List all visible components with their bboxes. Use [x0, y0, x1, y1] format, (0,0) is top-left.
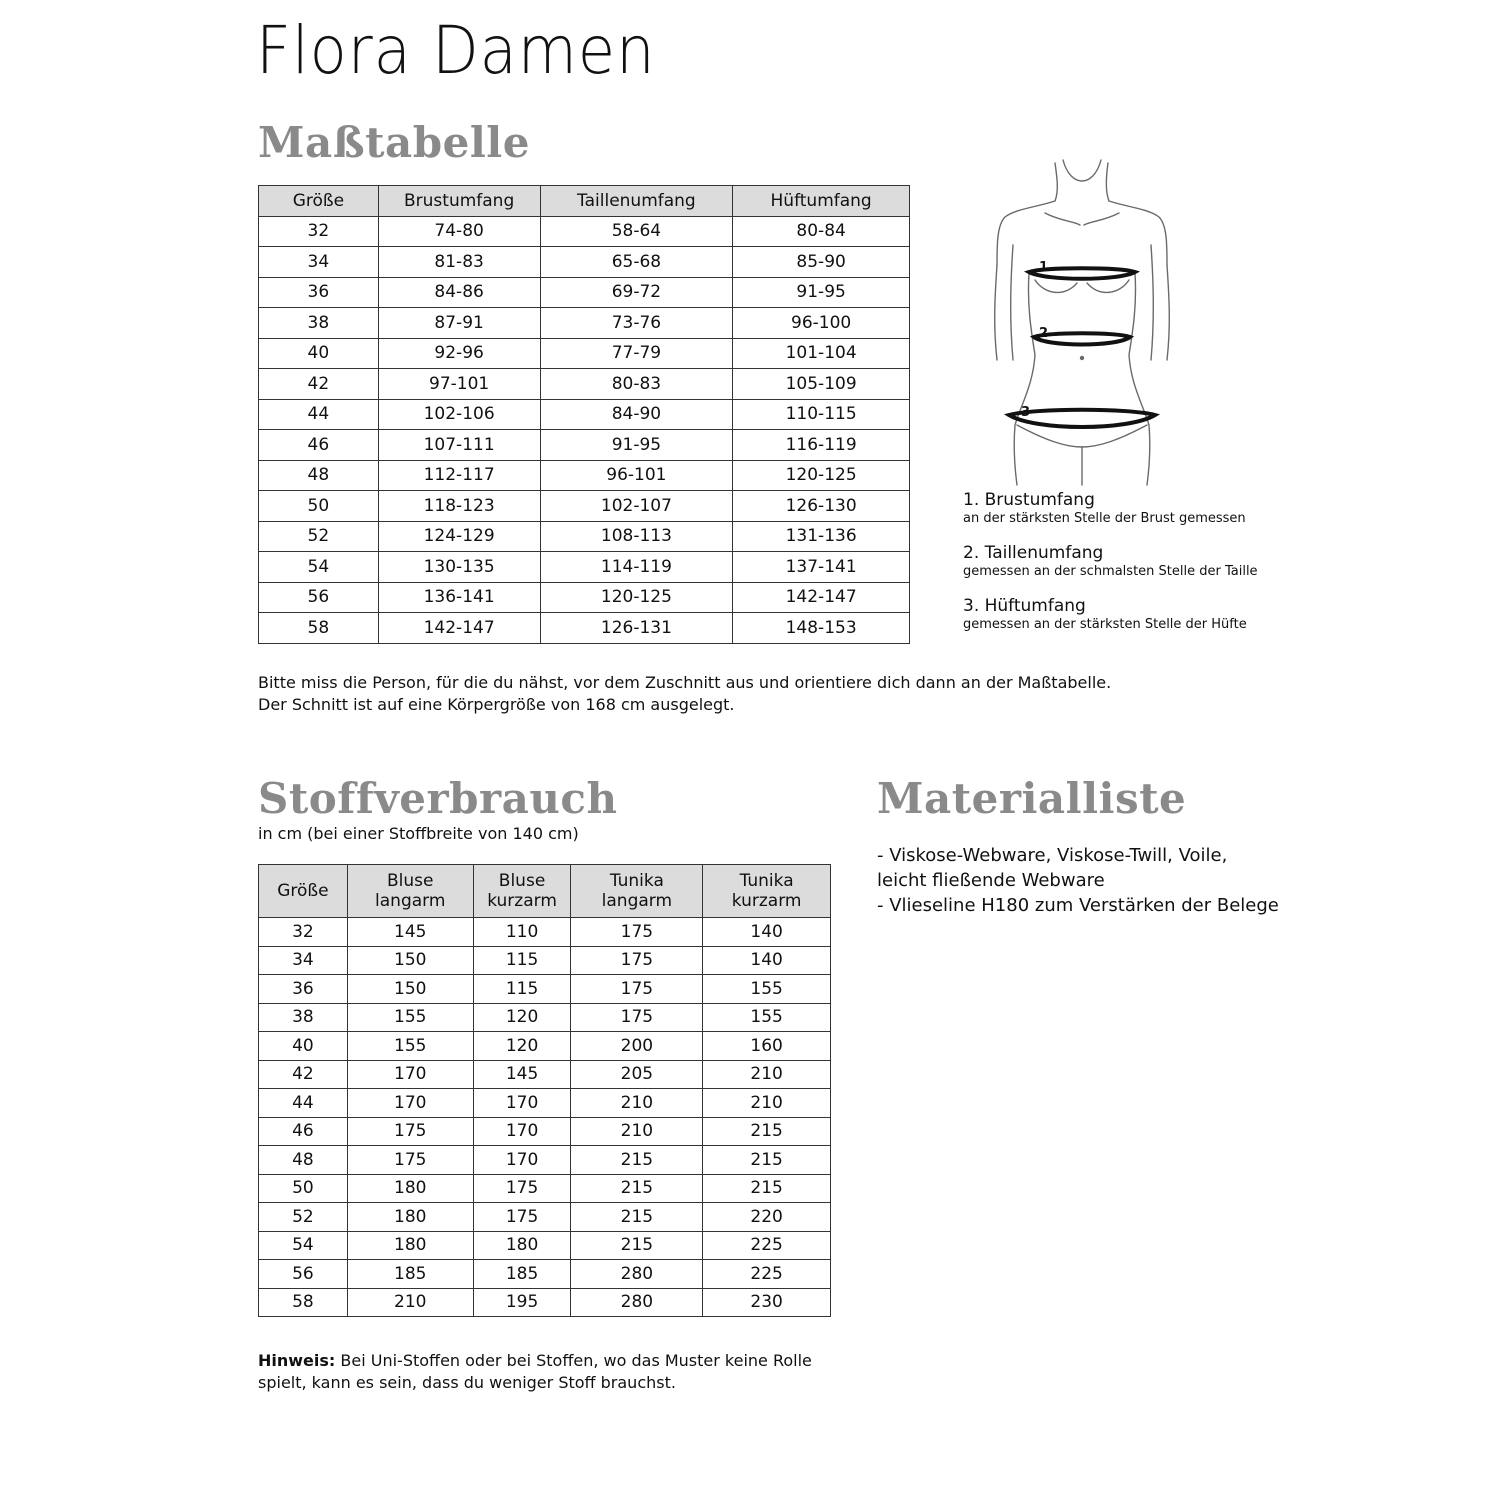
table-cell: 170 — [347, 1089, 473, 1118]
header-line: Tunika — [609, 871, 664, 891]
table-cell: 44 — [259, 399, 379, 430]
figure-legend — [963, 490, 1258, 633]
table-row — [259, 430, 910, 461]
table-cell: 170 — [347, 1060, 473, 1089]
table-cell: 170 — [473, 1089, 571, 1118]
table-cell: 130-135 — [378, 552, 540, 583]
materials-list — [877, 843, 1279, 918]
fabric-header-row — [259, 865, 831, 918]
table-cell: 215 — [571, 1146, 703, 1175]
table-row — [259, 975, 831, 1004]
table-cell: 155 — [703, 975, 831, 1004]
materials-item: - Viskose-Webware, Viskose-Twill, Voile, — [877, 845, 1228, 866]
table-row — [259, 1003, 831, 1032]
table-row — [259, 946, 831, 975]
table-cell: 108-113 — [540, 521, 733, 552]
legend-title: 3. Hüftumfang — [963, 596, 1086, 616]
table-row — [259, 216, 910, 247]
materials-item: leicht fließende Webware — [877, 870, 1105, 891]
table-cell: 40 — [259, 338, 379, 369]
table-cell: 205 — [571, 1060, 703, 1089]
table-cell: 38 — [259, 308, 379, 339]
marker-3: 3 — [1021, 405, 1031, 420]
table-cell: 73-76 — [540, 308, 733, 339]
header-line: Bluse — [386, 871, 434, 891]
table-cell: 180 — [347, 1203, 473, 1232]
table-row — [259, 1203, 831, 1232]
table-row — [259, 521, 910, 552]
marker-2: 2 — [1039, 326, 1049, 341]
table-cell: 215 — [703, 1117, 831, 1146]
table-cell: 220 — [703, 1203, 831, 1232]
fabric-heading: Stoffverbrauch — [258, 774, 618, 823]
table-row — [259, 491, 910, 522]
table-row — [259, 582, 910, 613]
table-cell: 175 — [571, 918, 703, 947]
table-row — [259, 369, 910, 400]
size-chart-table — [258, 185, 910, 644]
table-cell: 116-119 — [733, 430, 910, 461]
table-cell: 120 — [473, 1003, 571, 1032]
table-cell: 115 — [473, 975, 571, 1004]
header-line: kurzarm — [487, 891, 557, 911]
table-cell: 40 — [259, 1032, 348, 1061]
table-cell: 170 — [473, 1146, 571, 1175]
table-cell: 56 — [259, 1260, 348, 1289]
table-cell: 185 — [347, 1260, 473, 1289]
table-cell: 120-125 — [733, 460, 910, 491]
table-cell: 36 — [259, 975, 348, 1004]
table-cell: 54 — [259, 1231, 348, 1260]
table-cell: 65-68 — [540, 247, 733, 278]
legend-title: 1. Brustumfang — [963, 490, 1095, 510]
table-cell: 175 — [571, 1003, 703, 1032]
table-row — [259, 1060, 831, 1089]
table-cell: 44 — [259, 1089, 348, 1118]
body-measurement-figure — [985, 155, 1175, 490]
table-cell: 114-119 — [540, 552, 733, 583]
note-line: Der Schnitt ist auf eine Körpergröße von 168 cm ausgelegt. — [258, 695, 735, 714]
table-row — [259, 399, 910, 430]
table-cell: 136-141 — [378, 582, 540, 613]
legend-description: gemessen an der stärksten Stelle der Hüfte — [963, 617, 1247, 632]
table-row — [259, 918, 831, 947]
table-cell: 215 — [703, 1174, 831, 1203]
table-cell: 185 — [473, 1260, 571, 1289]
size-chart-column-header: Größe — [259, 186, 379, 217]
table-cell: 87-91 — [378, 308, 540, 339]
legend-item-huefte — [963, 596, 1258, 633]
table-cell: 36 — [259, 277, 379, 308]
table-row — [259, 1146, 831, 1175]
table-cell: 195 — [473, 1288, 571, 1317]
table-cell: 210 — [571, 1117, 703, 1146]
table-cell: 92-96 — [378, 338, 540, 369]
table-cell: 118-123 — [378, 491, 540, 522]
table-cell: 280 — [571, 1260, 703, 1289]
table-row — [259, 1288, 831, 1317]
table-cell: 32 — [259, 216, 379, 247]
table-row — [259, 1032, 831, 1061]
note-line: Bitte miss die Person, für die du nähst, vor dem Zuschnitt aus und orientiere dich dann an der Maßtabelle. — [258, 673, 1112, 692]
table-cell: 280 — [571, 1288, 703, 1317]
table-cell: 91-95 — [540, 430, 733, 461]
table-cell: 215 — [571, 1231, 703, 1260]
table-cell: 107-111 — [378, 430, 540, 461]
table-row — [259, 1231, 831, 1260]
table-cell: 137-141 — [733, 552, 910, 583]
table-cell: 175 — [347, 1117, 473, 1146]
fabric-table — [258, 864, 831, 1317]
page-title: Flora Damen — [256, 12, 656, 89]
table-cell: 142-147 — [733, 582, 910, 613]
legend-description: gemessen an der schmalsten Stelle der Taille — [963, 564, 1258, 579]
table-cell: 34 — [259, 247, 379, 278]
size-chart-column-header: Taillenumfang — [540, 186, 733, 217]
table-cell: 52 — [259, 521, 379, 552]
table-cell: 84-86 — [378, 277, 540, 308]
table-row — [259, 1089, 831, 1118]
table-cell: 74-80 — [378, 216, 540, 247]
table-cell: 42 — [259, 1060, 348, 1089]
table-cell: 160 — [703, 1032, 831, 1061]
table-cell: 215 — [571, 1174, 703, 1203]
table-cell: 175 — [571, 946, 703, 975]
legend-description: an der stärksten Stelle der Brust gemessen — [963, 511, 1246, 526]
table-cell: 77-79 — [540, 338, 733, 369]
size-chart-header-row — [259, 186, 910, 217]
table-cell: 180 — [347, 1174, 473, 1203]
legend-item-brust — [963, 490, 1258, 527]
table-cell: 155 — [703, 1003, 831, 1032]
table-cell: 200 — [571, 1032, 703, 1061]
header-line: langarm — [601, 891, 673, 911]
fabric-column-header — [473, 865, 571, 918]
table-cell: 142-147 — [378, 613, 540, 644]
table-cell: 48 — [259, 1146, 348, 1175]
table-row — [259, 1117, 831, 1146]
table-cell: 180 — [473, 1231, 571, 1260]
fabric-hint — [258, 1350, 812, 1394]
table-cell: 180 — [347, 1231, 473, 1260]
table-cell: 54 — [259, 552, 379, 583]
table-cell: 115 — [473, 946, 571, 975]
table-cell: 215 — [571, 1203, 703, 1232]
table-cell: 32 — [259, 918, 348, 947]
table-cell: 110-115 — [733, 399, 910, 430]
table-cell: 210 — [571, 1089, 703, 1118]
table-cell: 46 — [259, 430, 379, 461]
table-cell: 210 — [703, 1089, 831, 1118]
table-cell: 102-107 — [540, 491, 733, 522]
table-row — [259, 460, 910, 491]
table-cell: 102-106 — [378, 399, 540, 430]
table-cell: 34 — [259, 946, 348, 975]
table-cell: 105-109 — [733, 369, 910, 400]
table-cell: 145 — [347, 918, 473, 947]
table-cell: 58 — [259, 1288, 348, 1317]
table-cell: 48 — [259, 460, 379, 491]
table-cell: 145 — [473, 1060, 571, 1089]
table-cell: 69-72 — [540, 277, 733, 308]
table-cell: 46 — [259, 1117, 348, 1146]
table-cell: 175 — [473, 1174, 571, 1203]
table-cell: 124-129 — [378, 521, 540, 552]
table-cell: 155 — [347, 1032, 473, 1061]
header-line: kurzarm — [731, 891, 802, 911]
table-cell: 150 — [347, 975, 473, 1004]
fabric-column-header — [703, 865, 831, 918]
fabric-subheading: in cm (bei einer Stoffbreite von 140 cm) — [258, 824, 579, 843]
size-chart-note — [258, 672, 1111, 716]
table-row — [259, 1260, 831, 1289]
table-cell: 80-83 — [540, 369, 733, 400]
table-cell: 170 — [473, 1117, 571, 1146]
table-cell: 140 — [703, 918, 831, 947]
table-cell: 175 — [571, 975, 703, 1004]
materials-heading: Materialliste — [877, 774, 1187, 823]
table-cell: 58-64 — [540, 216, 733, 247]
legend-title: 2. Taillenumfang — [963, 543, 1104, 563]
size-chart-column-header: Hüftumfang — [733, 186, 910, 217]
fabric-column-header — [347, 865, 473, 918]
table-cell: 126-131 — [540, 613, 733, 644]
header-line: Bluse — [498, 871, 546, 891]
table-row — [259, 1174, 831, 1203]
header-line: langarm — [375, 891, 446, 911]
table-cell: 101-104 — [733, 338, 910, 369]
table-row — [259, 277, 910, 308]
table-cell: 81-83 — [378, 247, 540, 278]
table-cell: 50 — [259, 1174, 348, 1203]
table-cell: 80-84 — [733, 216, 910, 247]
materials-item: - Vlieseline H180 zum Verstärken der Belege — [877, 895, 1279, 916]
table-cell: 140 — [703, 946, 831, 975]
table-cell: 155 — [347, 1003, 473, 1032]
table-cell: 210 — [347, 1288, 473, 1317]
table-cell: 91-95 — [733, 277, 910, 308]
table-cell: 230 — [703, 1288, 831, 1317]
table-cell: 56 — [259, 582, 379, 613]
table-cell: 148-153 — [733, 613, 910, 644]
marker-1: 1 — [1039, 260, 1049, 275]
table-cell: 96-101 — [540, 460, 733, 491]
table-cell: 58 — [259, 613, 379, 644]
table-cell: 42 — [259, 369, 379, 400]
table-cell: 52 — [259, 1203, 348, 1232]
header-line: Tunika — [739, 871, 794, 891]
fabric-column-header — [259, 865, 348, 918]
table-cell: 225 — [703, 1231, 831, 1260]
size-chart-column-header: Brustumfang — [378, 186, 540, 217]
hint-label: Hinweis: — [258, 1351, 336, 1370]
hint-text: spielt, kann es sein, dass du weniger Stoff brauchst. — [258, 1373, 676, 1392]
table-row — [259, 613, 910, 644]
table-row — [259, 552, 910, 583]
table-cell: 85-90 — [733, 247, 910, 278]
table-row — [259, 308, 910, 339]
legend-item-taille — [963, 543, 1258, 580]
table-cell: 96-100 — [733, 308, 910, 339]
table-cell: 131-136 — [733, 521, 910, 552]
table-cell: 50 — [259, 491, 379, 522]
table-cell: 175 — [473, 1203, 571, 1232]
table-cell: 225 — [703, 1260, 831, 1289]
table-cell: 175 — [347, 1146, 473, 1175]
table-row — [259, 338, 910, 369]
table-cell: 210 — [703, 1060, 831, 1089]
fabric-column-header — [571, 865, 703, 918]
table-row — [259, 247, 910, 278]
table-cell: 112-117 — [378, 460, 540, 491]
table-cell: 150 — [347, 946, 473, 975]
table-cell: 126-130 — [733, 491, 910, 522]
size-chart-heading: Maßtabelle — [258, 118, 530, 167]
header-line: Größe — [277, 881, 329, 901]
table-cell: 215 — [703, 1146, 831, 1175]
hint-text: Bei Uni-Stoffen oder bei Stoffen, wo das Muster keine Rolle — [335, 1351, 812, 1370]
table-cell: 110 — [473, 918, 571, 947]
table-cell: 84-90 — [540, 399, 733, 430]
table-cell: 120 — [473, 1032, 571, 1061]
table-cell: 38 — [259, 1003, 348, 1032]
table-cell: 120-125 — [540, 582, 733, 613]
table-cell: 97-101 — [378, 369, 540, 400]
